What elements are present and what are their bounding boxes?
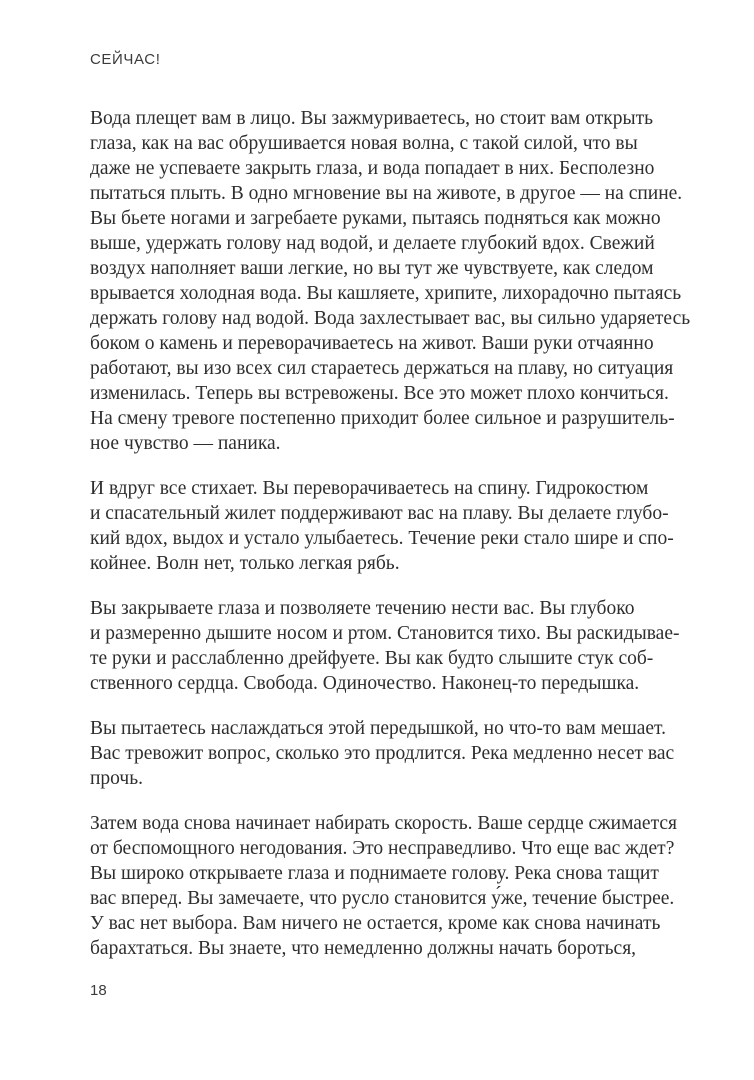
text-line: воздух наполняет ваши легкие, но вы тут же чувствуете, как следом bbox=[90, 258, 654, 279]
text-line: Вы пытаетесь наслаждаться этой передышкой, но что-то вам мешает. bbox=[90, 718, 666, 739]
text-line: вас вперед. Вы замечаете, что русло становится у́же, течение быстрее. bbox=[90, 888, 675, 909]
text-line: держать голову над водой. Вода захлестывает вас, вы сильно ударяетесь bbox=[90, 308, 691, 329]
text-line: Вы широко открываете глаза и поднимаете голову. Река снова тащит bbox=[90, 863, 659, 884]
text-line: изменилась. Теперь вы встревожены. Все это может плохо кончиться. bbox=[90, 383, 669, 404]
text-line: кий вдох, выдох и устало улыбаетесь. Течение реки стало шире и спо- bbox=[90, 528, 674, 549]
text-line: койнее. Волн нет, только легкая рябь. bbox=[90, 553, 400, 574]
paragraph bbox=[90, 106, 690, 456]
text-line: пытаться плыть. В одно мгновение вы на животе, в другое — на спине. bbox=[90, 183, 683, 204]
text-line: и спасательный жилет поддерживают вас на плаву. Вы делаете глубо- bbox=[90, 503, 669, 524]
text-line: У вас нет выбора. Вам ничего не остается, кроме как снова начинать bbox=[90, 913, 661, 934]
text-line: ное чувство — паника. bbox=[90, 433, 281, 454]
text-line: Вас тревожит вопрос, сколько это продлится. Река медленно несет вас bbox=[90, 743, 675, 764]
paragraph bbox=[90, 811, 690, 961]
text-line: На смену тревоге постепенно приходит более сильное и разрушитель- bbox=[90, 408, 675, 429]
text-line: Вы закрываете глаза и позволяете течению нести вас. Вы глубоко bbox=[90, 598, 635, 619]
text-line: барахтаться. Вы знаете, что немедленно должны начать бороться, bbox=[90, 938, 637, 959]
text-line: выше, удержать голову над водой, и делаете глубокий вдох. Свежий bbox=[90, 233, 655, 254]
paragraph bbox=[90, 476, 690, 576]
text-line: даже не успеваете закрыть глаза, и вода попадает в них. Бесполезно bbox=[90, 158, 655, 179]
page-number: 18 bbox=[90, 982, 107, 999]
text-line: те руки и расслабленно дрейфуете. Вы как будто слышите стук соб- bbox=[90, 648, 654, 669]
running-header: СЕЙЧАС! bbox=[90, 51, 161, 68]
text-line: Затем вода снова начинает набирать скорость. Ваше сердце сжимается bbox=[90, 813, 677, 834]
text-line: боком о камень и переворачиваетесь на живот. Ваши руки отчаянно bbox=[90, 333, 654, 354]
text-line: глаза, как на вас обрушивается новая волна, с такой силой, что вы bbox=[90, 133, 638, 154]
paragraph bbox=[90, 596, 690, 696]
text-line: от беспомощного негодования. Это несправедливо. Что еще вас ждет? bbox=[90, 838, 675, 859]
text-line: и размеренно дышите носом и ртом. Становится тихо. Вы раскидывае- bbox=[90, 623, 680, 644]
text-line: И вдруг все стихает. Вы переворачиваетесь на спину. Гидрокостюм bbox=[90, 478, 649, 499]
text-line: прочь. bbox=[90, 768, 144, 789]
text-line: Вы бьете ногами и загребаете руками, пытаясь подняться как можно bbox=[90, 208, 661, 229]
text-line: врывается холодная вода. Вы кашляете, хрипите, лихорадочно пытаясь bbox=[90, 283, 682, 304]
text-line: Вода плещет вам в лицо. Вы зажмуриваетесь, но стоит вам открыть bbox=[90, 108, 653, 129]
paragraph bbox=[90, 716, 690, 791]
text-block bbox=[90, 106, 690, 981]
text-line: работают, вы изо всех сил стараетесь держаться на плаву, но ситуация bbox=[90, 358, 674, 379]
text-line: ственного сердца. Свобода. Одиночество. Наконец-то передышка. bbox=[90, 673, 640, 694]
